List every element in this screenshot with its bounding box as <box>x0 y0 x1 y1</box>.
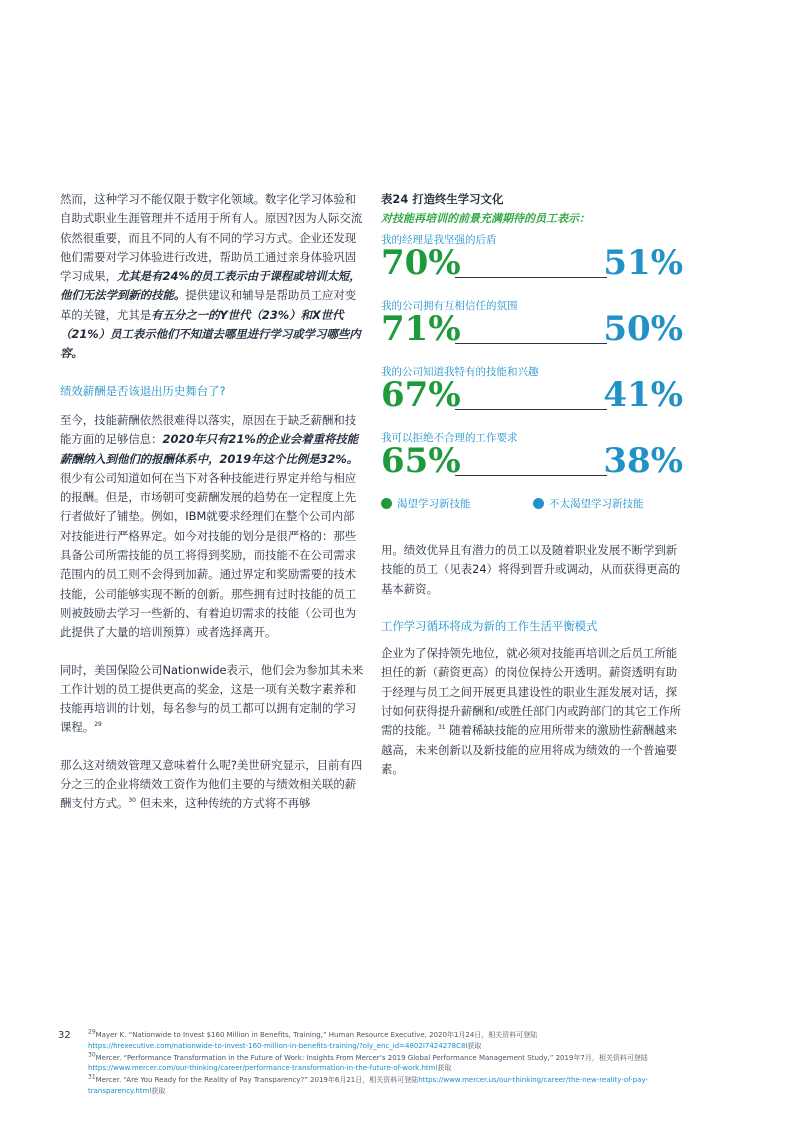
footnote-ref: 30 <box>128 797 136 805</box>
paragraph-performance-management: 那么这对绩效管理又意味着什么呢?美世研究显示，目前有四分之三的企业将绩效工资作为他们主要的与绩效相关联的薪酬支付方式。$^{30}$ 但未来，这种传统的方式将不再够 <box>60 757 363 811</box>
footnotes <box>88 1030 688 1098</box>
paragraph-skills-pay: 至今，技能薪酬依然很难得以落实，原因在于缺乏薪酬和技能方面的足够信息：2020年只有21%的企业会着重将技能薪酬纳入到他们的报酬体系中，2019年这个比例是32%。很少有公司知道如何在当下对各种技能进行界定并给与相应的报酬。但是，市场朝可变薪酬发展的趋势在一定程度上先行者做好了铺垫。例如，IBM就要求经理们在整个公司内部对技能进行严格界定。如今对技能的划分是很严格的：那些具备公司所需技能的员工将得到奖励，而技能不在公司需求范围内的员工则不会得到加薪。通过界定和奖励需要的技术技能，公司能够实现不断的创新。那些拥有过时技能的员工则被鼓励去学习一些新的、有着迫切需求的技能（公司也为此提供了大量的培训预算）或者选择离开。 <box>60 412 359 640</box>
figure-title: 表24 打造终生学习文化 <box>381 192 504 206</box>
stat-divider-line <box>455 277 607 278</box>
figure-subtitle: 对技能再培训的前景充满期待的员工表示： <box>381 212 590 225</box>
stat-row <box>381 232 683 298</box>
stat-value-eager: 67% <box>381 375 461 415</box>
stat-value-eager: 70% <box>381 243 461 283</box>
legend-item-less-eager: 不太渴望学习新技能 <box>533 496 644 511</box>
paragraph-learning: 然而，这种学习不能仅限于数字化领域。数字化学习体验和自助式职业生涯管理并不适用于所有人。原因?因为人际交流依然很重要，而且不同的人有不同的学习方式。企业还发现他们需要对学习体验进行改进，帮助员工通过亲身体验巩固学习成果，尤其是有24%的员工表示由于课程或培训太短，他们无法学到新的技能。提供建议和辅导是帮助员工应对变革的关键，尤其是有五分之一的Y世代（23%）和X世代（21%）员工表示他们不知道去哪里进行学习或学习哪些内容。 <box>60 192 363 361</box>
stat-row <box>381 430 683 496</box>
page-number: 32 <box>58 1030 71 1041</box>
figure-24-panel <box>381 190 683 514</box>
footnote-link[interactable]: https://www.mercer.com/our-thinking/career/performance-transformation-in-the-future-of-work.html <box>88 1064 438 1073</box>
footnote-link[interactable]: https://www.mercer.us/our-thinking/career/the-new-reality-of-pay-transparency.html <box>88 1076 648 1095</box>
figure-legend <box>381 496 683 514</box>
section-heading-work-learning-cycle: 工作学习循环将成为新的工作生活平衡模式 <box>381 618 598 633</box>
section-heading-pay-for-performance: 绩效薪酬是否该退出历史舞台了? <box>60 383 226 398</box>
right-column <box>381 541 686 779</box>
stat-divider-line <box>455 343 607 344</box>
stat-row <box>381 364 683 430</box>
stat-label: 我的公司拥有互相信任的氛围 <box>381 300 518 312</box>
emphasis-text: 尤其是有24%的员工表示由于课程或培训太短，他们无法学到新的技能。 <box>60 269 361 303</box>
stat-value-eager: 65% <box>381 441 461 481</box>
footnote-item: $^{30}$Mercer. “Performance Transformation in the Future of Work: Insights From Mercer’s 2019 Global Performance Management Study,” 2019年7月，相关资料可登陆 https://www.mercer.com/our-thinking/career/performance-transformation-in-the-future-of-work.html获取 <box>88 1051 648 1073</box>
footnote-ref: 29 <box>94 721 102 729</box>
stat-value-less-eager: 41% <box>603 375 683 415</box>
stat-value-eager: 71% <box>381 309 461 349</box>
stat-divider-line <box>455 475 607 476</box>
stat-row <box>381 298 683 364</box>
paragraph-promotion: 用。绩效优异且有潜力的员工以及随着职业发展不断学到新技能的员工（见表24）将得到晋升或调动，从而获得更高的基本薪资。 <box>381 543 681 596</box>
stat-value-less-eager: 51% <box>603 243 683 283</box>
blue-dot-icon <box>533 498 544 509</box>
stat-divider-line <box>455 409 607 410</box>
paragraph-pay-transparency: 企业为了保持领先地位，就必须对技能再培训之后员工所能担任的新（薪资更高）的岗位保持公开透明。薪资透明有助于经理与员工之间开展更具建设性的职业生涯发展对话，探讨如何获得提升薪酬和/或胜任部门内或跨部门的其它工作所需的技能。$^{31}$ 随着稀缺技能的应用所带来的激励性薪酬越来越高，未来创新以及新技能的应用将成为绩效的一个普遍要素。 <box>381 646 681 776</box>
emphasis-text: 有五分之一的Y世代（23%）和X世代（21%）员工表示他们不知道去哪里进行学习或学习哪些内容。 <box>60 307 361 361</box>
paragraph-nationwide: 同时，美国保险公司Nationwide表示，他们会为参加其未来工作计划的员工提供更高的奖金，这是一项有关数字素养和技能再培训的计划，每名参与的员工都可以拥有定制的学习课程。$^{29}$ <box>60 662 364 735</box>
emphasis-text: 2020年只有21%的企业会着重将技能薪酬纳入到他们的报酬体系中，2019年这个比例是32%。 <box>60 432 359 466</box>
footnote-item: $^{31}$Mercer. “Are You Ready for the Reality of Pay Transparency?” 2019年6月21日，相关资料可登陆https://www.mercer.us/our-thinking/career/the-new-reality-of-pay-transparency.html获取 <box>88 1073 648 1095</box>
footnote-item: $^{29}$Mayer K. “Nationwide to Invest $160 Million in Benefits, Training,” Human Resource Executive, 2020年1月24日，相关资料可登陆 https://hrexecutive.com/nationwide-to-invest-160-million-in-benefits-training/?oly_enc_id=4802I7424278C8I获取 <box>88 1028 538 1050</box>
left-column <box>60 190 365 814</box>
stat-label: 我可以拒绝不合理的工作要求 <box>381 432 518 444</box>
footnote-ref: 31 <box>437 724 446 732</box>
stat-label: 我的经理是我坚强的后盾 <box>381 234 497 246</box>
green-dot-icon <box>381 498 392 509</box>
stat-value-less-eager: 38% <box>603 441 683 481</box>
stat-label: 我的公司知道我特有的技能和兴趣 <box>381 366 539 378</box>
footnote-link[interactable]: https://hrexecutive.com/nationwide-to-invest-160-million-in-benefits-training/?oly_enc_id=4802I7424278C8I <box>88 1041 468 1050</box>
stat-value-less-eager: 50% <box>603 309 683 349</box>
legend-item-eager: 渴望学习新技能 <box>381 496 471 511</box>
